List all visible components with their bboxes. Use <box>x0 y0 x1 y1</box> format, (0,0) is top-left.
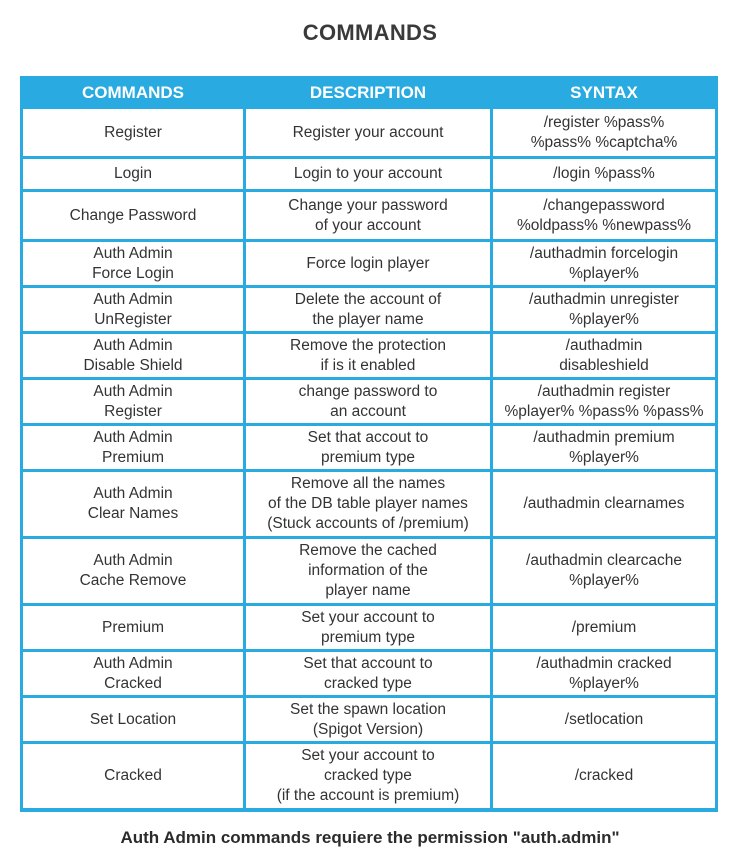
command-cell: Auth Admin Register <box>23 380 243 423</box>
table-row <box>23 288 715 331</box>
header-description: DESCRIPTION <box>246 79 490 106</box>
command-cell: Auth Admin Disable Shield <box>23 334 243 377</box>
command-cell: Auth Admin Premium <box>23 426 243 469</box>
command-cell: Auth Admin Clear Names <box>23 472 243 536</box>
syntax-cell: /authadmin premium %player% <box>493 426 715 469</box>
description-cell: Change your password of your account <box>246 192 490 239</box>
table-row <box>23 380 715 423</box>
table-row <box>23 539 715 603</box>
description-cell: Login to your account <box>246 159 490 189</box>
syntax-cell: /authadmin cracked %player% <box>493 652 715 695</box>
description-cell: Set your account to premium type <box>246 606 490 649</box>
table-header-row <box>23 79 715 106</box>
syntax-cell: /authadmin clearcache %player% <box>493 539 715 603</box>
command-cell: Register <box>23 109 243 156</box>
command-cell: Change Password <box>23 192 243 239</box>
syntax-cell: /authadmin unregister %player% <box>493 288 715 331</box>
table-row <box>23 652 715 695</box>
table-row <box>23 698 715 741</box>
table-row <box>23 606 715 649</box>
table-row <box>23 109 715 156</box>
description-cell: Remove the cached information of the player name <box>246 539 490 603</box>
description-cell: Set that accout to premium type <box>246 426 490 469</box>
description-cell: Delete the account of the player name <box>246 288 490 331</box>
description-cell: Force login player <box>246 242 490 285</box>
syntax-cell: /authadmin forcelogin %player% <box>493 242 715 285</box>
command-cell: Login <box>23 159 243 189</box>
command-cell: Auth Admin UnRegister <box>23 288 243 331</box>
syntax-cell: /changepassword %oldpass% %newpass% <box>493 192 715 239</box>
header-commands: COMMANDS <box>23 79 243 106</box>
description-cell: Remove all the names of the DB table player names (Stuck accounts of /premium) <box>246 472 490 536</box>
command-cell: Auth Admin Cache Remove <box>23 539 243 603</box>
command-cell: Cracked <box>23 744 243 808</box>
description-cell: Set the spawn location (Spigot Version) <box>246 698 490 741</box>
table-row <box>23 159 715 189</box>
command-cell: Auth Admin Cracked <box>23 652 243 695</box>
syntax-cell: /premium <box>493 606 715 649</box>
syntax-cell: /setlocation <box>493 698 715 741</box>
syntax-cell: /authadmin register %player% %pass% %pass% <box>493 380 715 423</box>
table-row <box>23 334 715 377</box>
description-cell: Register your account <box>246 109 490 156</box>
syntax-cell: /cracked <box>493 744 715 808</box>
page-title: COMMANDS <box>302 20 438 45</box>
command-cell: Set Location <box>23 698 243 741</box>
syntax-cell: /authadmin clearnames <box>493 472 715 536</box>
table-row <box>23 472 715 536</box>
header-syntax: SYNTAX <box>493 79 715 106</box>
table-row <box>23 242 715 285</box>
command-cell: Premium <box>23 606 243 649</box>
permission-note: Auth Admin commands requiere the permission "auth.admin" <box>120 828 620 847</box>
description-cell: Set your account to cracked type (if the account is premium) <box>246 744 490 808</box>
table-row <box>23 744 715 808</box>
table-row <box>23 192 715 239</box>
description-cell: Remove the protection if is it enabled <box>246 334 490 377</box>
commands-table <box>20 76 718 812</box>
syntax-cell: /authadmin disableshield <box>493 334 715 377</box>
syntax-cell: /login %pass% <box>493 159 715 189</box>
description-cell: change password to an account <box>246 380 490 423</box>
syntax-cell: /register %pass% %pass% %captcha% <box>493 109 715 156</box>
command-cell: Auth Admin Force Login <box>23 242 243 285</box>
description-cell: Set that account to cracked type <box>246 652 490 695</box>
table-row <box>23 426 715 469</box>
